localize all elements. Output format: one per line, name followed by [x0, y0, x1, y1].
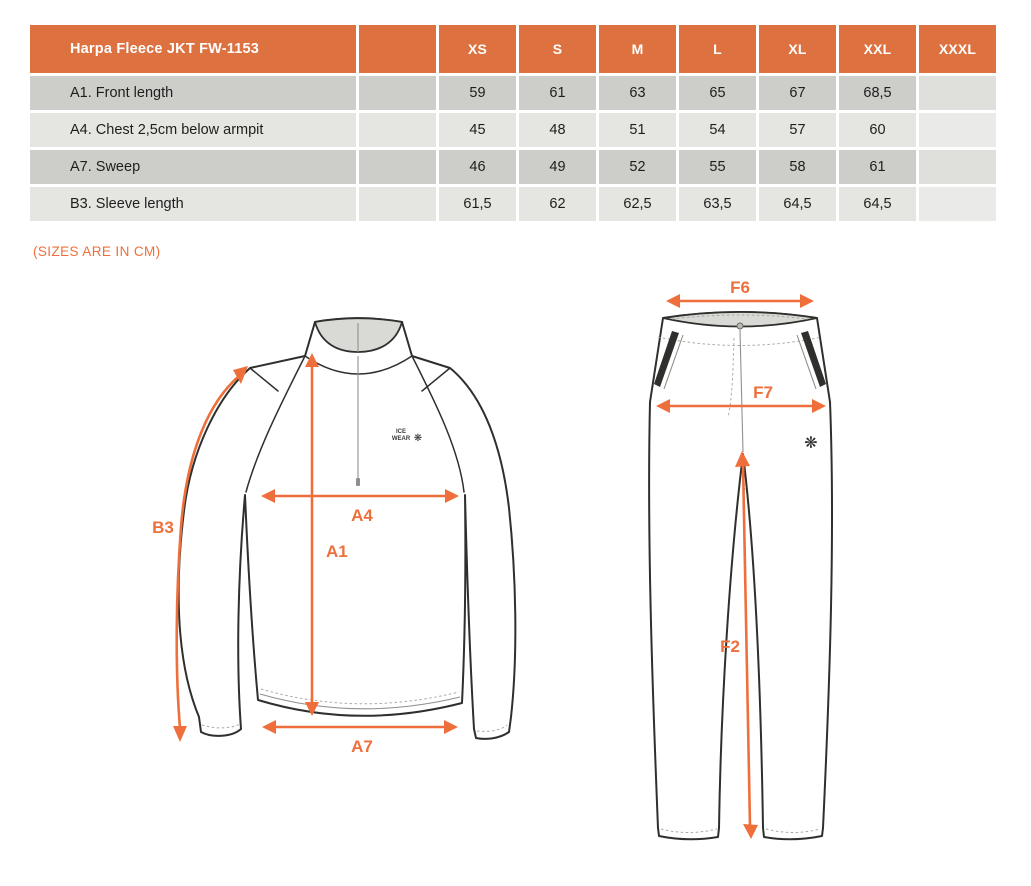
size-column-header-m: M — [599, 25, 676, 73]
size-value-cell: 55 — [679, 150, 756, 184]
size-column-header-l: L — [679, 25, 756, 73]
sizes-note: (SIZES ARE IN CM) — [33, 244, 161, 259]
table-row-sleeve-length — [30, 187, 996, 221]
row-label: A7. Sweep — [30, 150, 356, 184]
size-value-cell: 60 — [839, 113, 916, 147]
size-value-cell — [919, 187, 996, 221]
size-value-cell: 61,5 — [439, 187, 516, 221]
size-value-cell: 65 — [679, 76, 756, 110]
size-value-cell: 64,5 — [759, 187, 836, 221]
size-value-cell: 67 — [759, 76, 836, 110]
size-value-cell: 61 — [519, 76, 596, 110]
brand-logo-text-2: WEAR — [391, 436, 411, 442]
size-value-cell: 45 — [439, 113, 516, 147]
a1-label: A1 — [326, 542, 348, 561]
empty-cell — [359, 150, 436, 184]
size-value-cell: 57 — [759, 113, 836, 147]
size-table — [27, 22, 999, 224]
pants-button — [737, 323, 743, 329]
empty-cell — [359, 76, 436, 110]
table-row-front-length — [30, 76, 996, 110]
b3-label: B3 — [152, 518, 174, 537]
snowflake-icon: ❋ — [804, 433, 818, 452]
size-value-cell: 48 — [519, 113, 596, 147]
size-column-header-s: S — [519, 25, 596, 73]
table-row-sweep — [30, 150, 996, 184]
brand-logo-text-1: ICE — [395, 429, 407, 435]
snowflake-icon: ❋ — [413, 433, 423, 444]
size-column-header-xs: XS — [439, 25, 516, 73]
size-column-header-xxl: XXL — [839, 25, 916, 73]
f6-label: F6 — [730, 280, 750, 297]
size-value-cell: 64,5 — [839, 187, 916, 221]
table-row-chest — [30, 113, 996, 147]
jacket-outline — [179, 318, 516, 739]
pants-outline — [649, 312, 832, 839]
size-value-cell: 49 — [519, 150, 596, 184]
a7-arrow — [262, 720, 458, 734]
size-value-cell: 63,5 — [679, 187, 756, 221]
empty-header-cell — [359, 25, 436, 73]
table-header-row — [30, 25, 996, 73]
size-value-cell: 62 — [519, 187, 596, 221]
size-value-cell — [919, 113, 996, 147]
size-value-cell: 54 — [679, 113, 756, 147]
jacket-diagram — [140, 280, 560, 770]
pants-diagram — [620, 280, 930, 870]
f7-label: F7 — [753, 383, 773, 402]
row-label: B3. Sleeve length — [30, 187, 356, 221]
size-value-cell: 68,5 — [839, 76, 916, 110]
product-title: Harpa Fleece JKT FW-1153 — [30, 25, 356, 73]
size-value-cell — [919, 150, 996, 184]
size-column-header-xxxl: XXXL — [919, 25, 996, 73]
size-value-cell: 63 — [599, 76, 676, 110]
size-value-cell — [919, 76, 996, 110]
size-value-cell: 61 — [839, 150, 916, 184]
size-value-cell: 46 — [439, 150, 516, 184]
size-value-cell: 51 — [599, 113, 676, 147]
f2-label: F2 — [720, 637, 740, 656]
jacket-zip-pull — [356, 478, 360, 486]
empty-cell — [359, 113, 436, 147]
size-column-header-xl: XL — [759, 25, 836, 73]
a7-label: A7 — [351, 737, 373, 756]
row-label: A4. Chest 2,5cm below armpit — [30, 113, 356, 147]
size-value-cell: 62,5 — [599, 187, 676, 221]
empty-cell — [359, 187, 436, 221]
a4-label: A4 — [351, 506, 373, 525]
size-value-cell: 52 — [599, 150, 676, 184]
row-label: A1. Front length — [30, 76, 356, 110]
size-value-cell: 58 — [759, 150, 836, 184]
size-value-cell: 59 — [439, 76, 516, 110]
